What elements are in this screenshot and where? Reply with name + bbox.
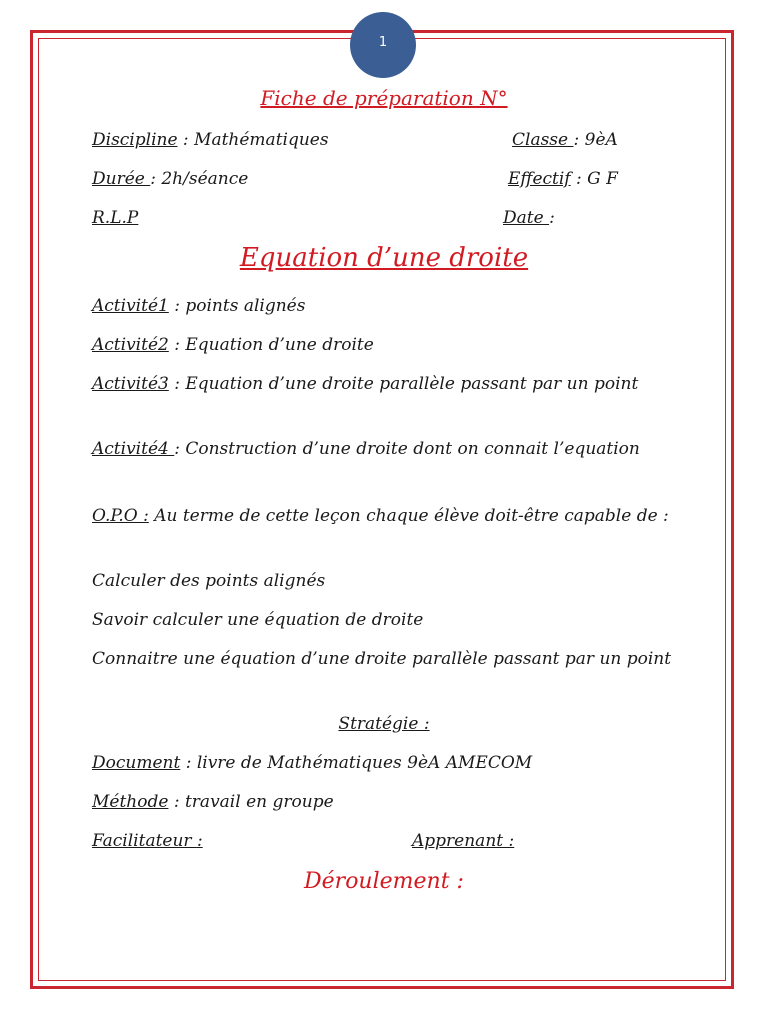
duree-value: : 2h/séance: [150, 169, 249, 189]
activity-text: : points alignés: [168, 296, 306, 316]
objective-item: Connaitre une équation d’une droite parallèle passant par un point: [92, 649, 672, 669]
opo-paragraph: [92, 503, 672, 529]
classe-value: : 9èA: [573, 130, 618, 150]
apprenant-row: [412, 828, 514, 854]
activity-label: Activité1: [92, 296, 169, 316]
date-value: :: [549, 208, 555, 228]
strategie-heading: [0, 711, 768, 737]
methode-text: : travail en groupe: [168, 792, 334, 812]
objective-item: Calculer des points alignés: [92, 571, 326, 591]
facilitateur-row: [92, 828, 203, 854]
activity-label: Activité3: [92, 374, 169, 394]
discipline-row: [92, 127, 329, 153]
methode-row: [92, 789, 334, 815]
document-row: [92, 750, 532, 776]
activity-text: : Equation d’une droite: [168, 335, 374, 355]
rlp-row: [92, 205, 138, 231]
effectif-value: : G F: [570, 169, 618, 189]
document-label: Document: [92, 753, 181, 773]
activity-label: Activité2: [92, 335, 169, 355]
facilitateur-colon: :: [196, 831, 203, 851]
activity-text: : Construction d’une droite dont on connait l’equation: [174, 439, 640, 459]
objective-item: Savoir calculer une équation de droite: [92, 610, 424, 630]
document-text: : livre de Mathématiques 9èA AMECOM: [180, 753, 533, 773]
activity-item: [92, 332, 672, 358]
discipline-label: Discipline: [92, 130, 178, 150]
date-row: [503, 205, 555, 231]
discipline-value: : Mathématiques: [177, 130, 329, 150]
rlp-label: R.L.P: [92, 208, 139, 228]
classe-row: [512, 127, 618, 153]
opo-label: O.P.O :: [92, 506, 149, 526]
duree-row: [92, 166, 248, 192]
lesson-title: Equation d’une droite: [239, 243, 529, 273]
activity-label: Activité4: [92, 439, 175, 459]
facilitateur-label: [92, 831, 203, 851]
classe-label: Classe: [512, 130, 574, 150]
activity-item: [92, 371, 672, 397]
strategie-label: Stratégie :: [338, 714, 430, 734]
facilitateur-text: Facilitateur: [92, 831, 197, 851]
apprenant-label: Apprenant :: [412, 831, 515, 851]
document-title: Fiche de préparation N°: [260, 86, 508, 110]
deroulement-heading: Déroulement :: [304, 869, 464, 894]
duree-label: Durée: [92, 169, 151, 189]
page-number-badge: 1: [350, 12, 416, 78]
effectif-row: [508, 166, 618, 192]
activity-text: : Equation d’une droite parallèle passant par un point: [168, 374, 639, 394]
activity-item: [92, 436, 672, 462]
effectif-label: Effectif: [508, 169, 571, 189]
opo-text: Au terme de cette leçon chaque élève doit-être capable de :: [148, 506, 669, 526]
methode-label: Méthode: [92, 792, 169, 812]
activity-item: [92, 293, 672, 319]
date-label: Date: [503, 208, 550, 228]
